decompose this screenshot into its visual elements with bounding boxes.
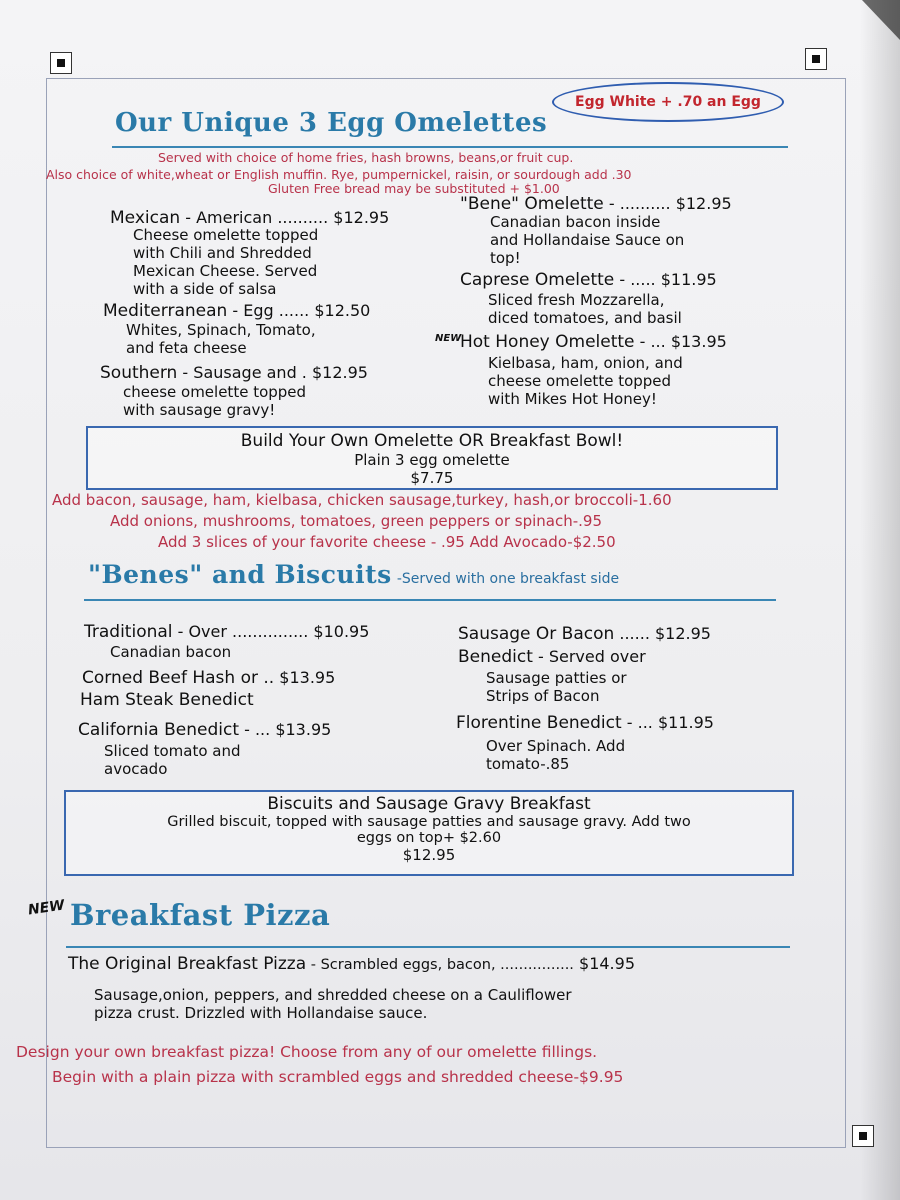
- item-price: $12.95: [311, 363, 368, 382]
- item-name: California Benedict: [78, 720, 240, 740]
- build-box-price: $7.75: [410, 469, 454, 487]
- design-pizza-note: Design your own breakfast pizza! Choose from any of our omelette fillings.: [16, 1043, 598, 1061]
- addon-line: Add 3 slices of your favorite cheese - .95 Add Avocado-$2.50: [158, 533, 616, 551]
- item-desc: Canadian bacon inside: [490, 213, 661, 231]
- item-price: $10.95: [313, 622, 370, 641]
- item-name: Hot Honey Omelette: [460, 332, 635, 352]
- item-desc: Over Spinach. Add: [486, 737, 626, 755]
- egg-white-note: [552, 82, 784, 122]
- item-price: $12.50: [314, 301, 371, 320]
- item-price: $12.95: [675, 194, 732, 213]
- item-name: Traditional: [84, 622, 173, 642]
- item-desc: avocado: [104, 760, 168, 778]
- item-desc: and Hollandaise Sauce on: [490, 231, 685, 249]
- item-desc: with Mikes Hot Honey!: [488, 390, 657, 408]
- item-desc: Sliced fresh Mozzarella,: [488, 291, 665, 309]
- menu-item: [110, 208, 389, 228]
- item-sub: - ...: [621, 713, 653, 732]
- corner-marker-icon: [852, 1125, 874, 1147]
- item-sub: - ...: [239, 720, 271, 739]
- item-price: $11.95: [660, 270, 717, 289]
- item-price: $14.95: [579, 954, 635, 973]
- item-sub: - .....: [614, 270, 656, 289]
- item-sub: - American ..........: [180, 208, 329, 227]
- item-desc: Sausage patties or: [486, 669, 627, 687]
- menu-item: [460, 194, 732, 214]
- menu-item: [460, 332, 727, 352]
- item-sub: - Sausage and .: [177, 363, 307, 382]
- corner-marker-icon: [50, 52, 72, 74]
- pizza-title: Breakfast Pizza: [70, 898, 331, 932]
- gluten-free-note: Gluten Free bread may be substituted + $1.00: [268, 181, 560, 196]
- section-divider: [112, 146, 788, 148]
- item-price: $12.95: [333, 208, 390, 227]
- menu-item: [100, 363, 368, 383]
- item-desc: Strips of Bacon: [486, 687, 600, 705]
- item-name: Caprese Omelette: [460, 270, 615, 290]
- item-desc: cheese omelette topped: [123, 383, 307, 401]
- benes-header: [88, 560, 619, 589]
- item-desc: Kielbasa, ham, onion, and: [488, 354, 683, 372]
- item-name: Southern: [100, 363, 178, 383]
- item-sub: - Scrambled eggs, bacon, ................: [306, 957, 574, 973]
- egg-white-note-text: Egg White + .70 an Egg: [575, 94, 761, 110]
- item-price: $13.95: [670, 332, 727, 351]
- biscuits-box: [64, 790, 794, 876]
- item-desc: and feta cheese: [126, 339, 247, 357]
- item-name: Corned Beef Hash or ..: [82, 668, 275, 688]
- item-name: Sausage Or Bacon: [458, 624, 615, 644]
- item-name: The Original Breakfast Pizza: [68, 954, 307, 974]
- menu-item: [68, 954, 635, 974]
- benes-subtitle: -Served with one breakfast side: [396, 571, 620, 587]
- build-box-line: Plain 3 egg omelette: [354, 451, 510, 469]
- item-sub: - Egg ......: [227, 301, 310, 320]
- item-price: $12.95: [655, 624, 711, 643]
- item-name: Mediterranean: [103, 301, 228, 321]
- item-name: "Bene" Omelette: [460, 194, 604, 214]
- biscuits-box-title: Biscuits and Sausage Gravy Breakfast: [267, 794, 591, 814]
- item-sub: ......: [614, 624, 650, 643]
- item-sub: - Served over: [532, 647, 646, 666]
- item-desc: with sausage gravy!: [123, 401, 276, 419]
- item-desc: tomato-.85: [486, 755, 570, 773]
- benes-title: "Benes" and Biscuits: [88, 560, 392, 589]
- new-badge: NEW: [27, 897, 66, 919]
- menu-item: [460, 270, 717, 290]
- item-desc: with Chili and Shredded: [133, 244, 312, 262]
- item-name: Benedict: [458, 647, 533, 667]
- item-name: Florentine Benedict: [456, 713, 622, 733]
- build-box-title: Build Your Own Omelette OR Breakfast Bowl!: [240, 431, 624, 451]
- biscuits-box-line: Grilled biscuit, topped with sausage patties and sausage gravy. Add two: [167, 814, 691, 830]
- item-desc: Cheese omelette topped: [133, 226, 319, 244]
- page-shadow: [860, 0, 900, 1200]
- design-pizza-note: Begin with a plain pizza with scrambled eggs and shredded cheese-$9.95: [52, 1068, 624, 1086]
- build-your-own-box: [86, 426, 778, 490]
- item-price: $13.95: [275, 720, 332, 739]
- item-desc: Whites, Spinach, Tomato,: [126, 321, 316, 339]
- section-divider: [84, 599, 776, 601]
- menu-item: [458, 624, 711, 644]
- menu-item: [82, 668, 335, 688]
- menu-item: [84, 622, 369, 642]
- addon-line: Add onions, mushrooms, tomatoes, green peppers or spinach-.95: [110, 512, 602, 530]
- menu-item: [78, 720, 331, 740]
- biscuits-box-price: $12.95: [402, 846, 456, 864]
- item-sub: - ...: [634, 332, 666, 351]
- item-desc: Sausage,onion, peppers, and shredded cheese on a Cauliflower: [94, 986, 572, 1004]
- section-divider: [66, 946, 790, 948]
- item-sub: - ..........: [603, 194, 671, 213]
- item-sub: - Over ...............: [172, 622, 309, 641]
- corner-marker-icon: [805, 48, 827, 70]
- menu-item: [458, 647, 646, 667]
- item-desc: diced tomatoes, and basil: [488, 309, 682, 327]
- item-desc: pizza crust. Drizzled with Hollandaise sauce.: [94, 1004, 428, 1022]
- item-desc: Canadian bacon: [110, 643, 232, 661]
- item-desc: cheese omelette topped: [488, 372, 672, 390]
- item-name: Mexican: [110, 208, 181, 228]
- item-desc: with a side of salsa: [133, 280, 277, 298]
- menu-item: [103, 301, 370, 321]
- new-badge: NEW: [435, 333, 462, 344]
- omelettes-title: Our Unique 3 Egg Omelettes: [115, 108, 548, 138]
- addon-line: Add bacon, sausage, ham, kielbasa, chicken sausage,turkey, hash,or broccoli-1.60: [52, 491, 672, 509]
- item-price: $13.95: [279, 668, 336, 687]
- item-price: $11.95: [657, 713, 714, 732]
- item-desc: top!: [490, 249, 521, 267]
- served-with-note: Served with choice of home fries, hash browns, beans,or fruit cup.: [158, 150, 574, 165]
- item-desc: Sliced tomato and: [104, 742, 241, 760]
- bread-choice-note: Also choice of white,wheat or English muffin. Rye, pumpernickel, raisin, or sourdough add .30: [46, 167, 632, 182]
- biscuits-box-line: eggs on top+ $2.60: [356, 830, 502, 846]
- item-name: Ham Steak Benedict: [80, 690, 254, 710]
- item-desc: Mexican Cheese. Served: [133, 262, 318, 280]
- menu-item: [456, 713, 714, 733]
